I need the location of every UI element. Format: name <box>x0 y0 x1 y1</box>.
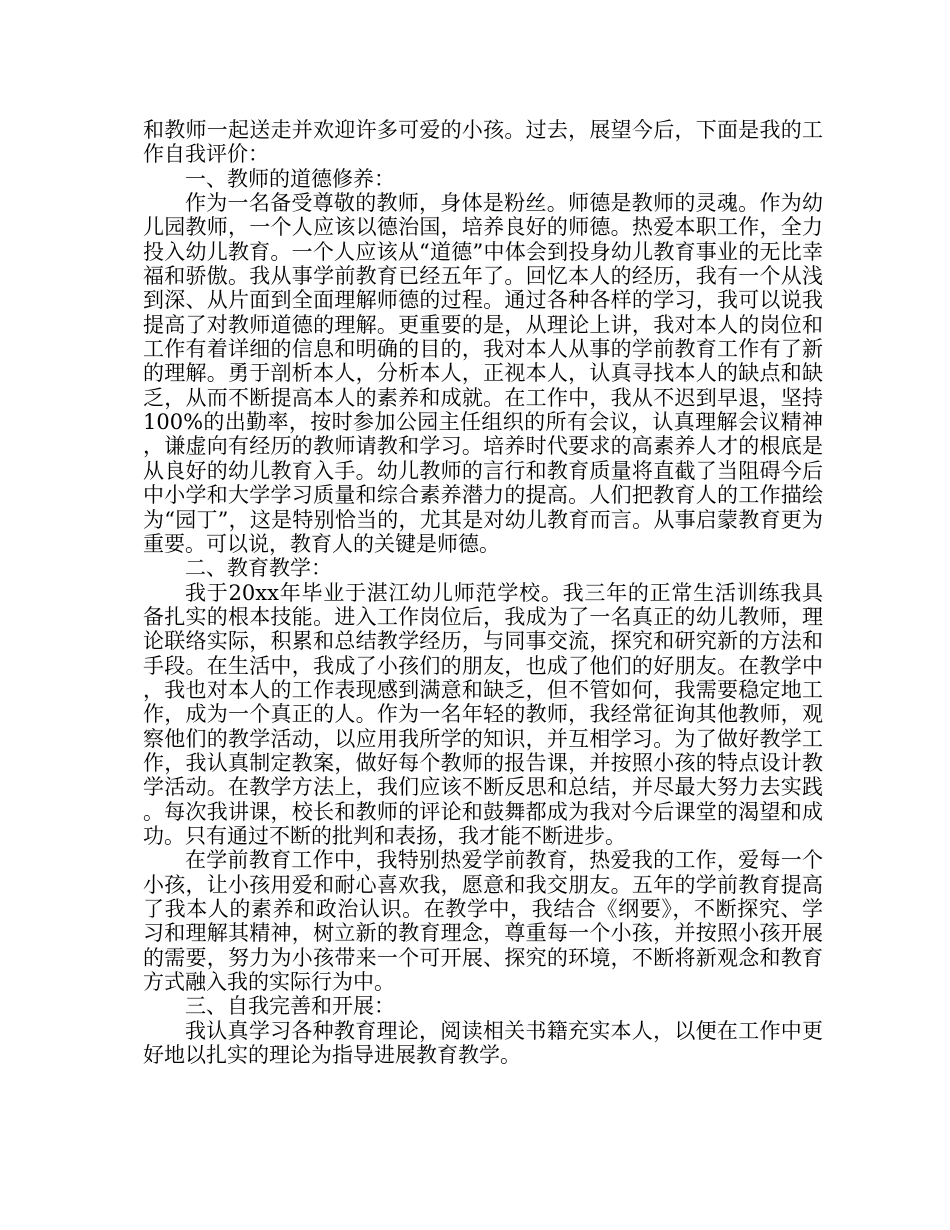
paragraph-ethics: 作为一名备受尊敬的教师，身体是粉丝。师德是教师的灵魂。作为幼儿园教师，一个人应该以德治国，培养良好的师德。热爱本职工作，全力投入幼儿教育。一个人应该从“道德”中体会到投身幼儿教育事业的无比幸福和骄傲。我从事学前教育已经五年了。回忆本人的经历，我有一个从浅到深、从片面到全面理解师德的过程。通过各种各样的学习，我可以说我提高了对教师道德的理解。更重要的是，从理论上讲，我对本人的岗位和工作有着详细的信息和明确的目的，我对本人从事的学前教育工作有了新的理解。勇于剖析本人，分析本人，正视本人，认真寻找本人的缺点和缺乏，从而不断提高本人的素养和成就。在工作中，我从不迟到早退，坚持100%的出勤率，按时参加公园主任组织的所有会议，认真理解会议精神，谦虚向有经历的教师请教和学习。培养时代要求的高素养人才的根底是从良好的幼儿教育入手。幼儿教师的言行和教育质量将直截了当阻碍今后中小学和大学学习质量和综合素养潜力的提高。人们把教育人的工作描绘为“园丁”，这是特别恰当的，尤其是对幼儿教育而言。从事启蒙教育更为重要。可以说，教育人的关键是师德。 <box>143 191 823 556</box>
document-body <box>143 118 823 1067</box>
section-heading-self-improvement: 三、自我完善和开展： <box>185 994 395 1019</box>
section-heading-ethics: 一、教师的道德修养： <box>185 166 395 191</box>
paragraph-preschool-work: 在学前教育工作中，我特别热爱学前教育，热爱我的工作，爱每一个小孩，让小孩用爱和耐心喜欢我，愿意和我交朋友。五年的学前教育提高了我本人的素养和政治认识。在教学中，我结合《纲要》，不断探究、学习和理解其精神，树立新的教育理念，尊重每一个小孩，并按照小孩开展的需要，努力为小孩带来一个可开展、探究的环境，不断将新观念和教育方式融入我的实际行为中。 <box>143 848 823 995</box>
paragraph-intro: 和教师一起送走并欢迎许多可爱的小孩。过去，展望今后，下面是我的工作自我评价： <box>143 118 823 167</box>
paragraph-teaching: 我于20xx年毕业于湛江幼儿师范学校。我三年的正常生活训练我具备扎实的根本技能。进入工作岗位后，我成为了一名真正的幼儿教师，理论联络实际，积累和总结教学经历，与同事交流，探究和研究新的方法和手段。在生活中，我成了小孩们的朋友，也成了他们的好朋友。在教学中，我也对本人的工作表现感到满意和缺乏，但不管如何，我需要稳定地工作，成为一个真正的人。作为一名年轻的教师，我经常征询其他教师，观察他们的教学活动，以应用我所学的知识，并互相学习。为了做好教学工作，我认真制定教案，做好每个教师的报告课，并按照小孩的特点设计教学活动。在教学方法上，我们应该不断反思和总结，并尽最大努力去实践。每次我讲课，校长和教师的评论和鼓舞都成为我对今后课堂的渴望和成功。只有通过不断的批判和表扬，我才能不断进步。 <box>143 580 823 848</box>
paragraph-self-improvement: 我认真学习各种教育理论，阅读相关书籍充实本人，以便在工作中更好地以扎实的理论为指导进展教育教学。 <box>143 1018 823 1068</box>
section-heading-teaching: 二、教育教学： <box>185 556 332 581</box>
